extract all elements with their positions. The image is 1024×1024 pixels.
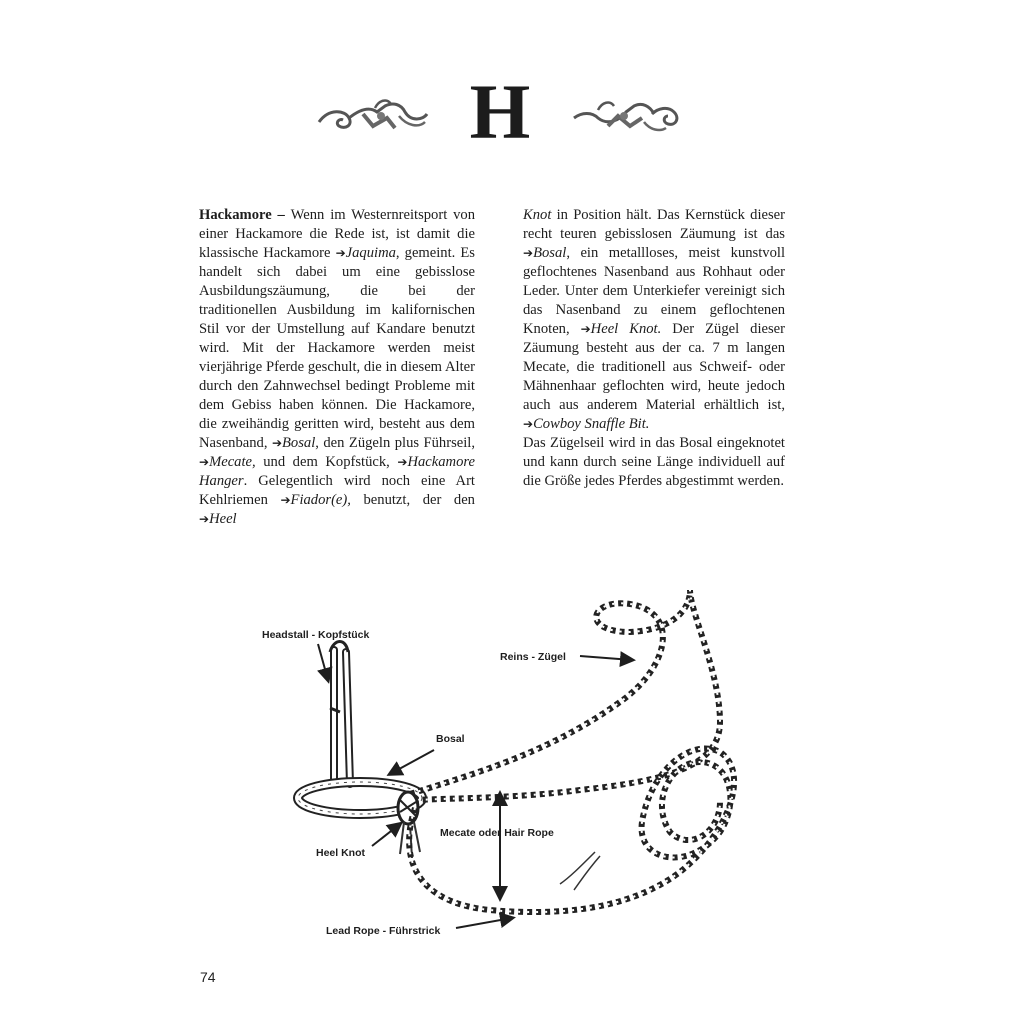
chapter-letter: H [469,68,531,155]
lead-rope-label: Lead Rope - Führstrick [326,925,441,937]
right-paragraph-1 [523,206,785,434]
left-column-text [199,207,475,527]
text-run: in Position hält. Das Kernstück dieser recht teuren gebisslosen Zäumung ist das [523,207,785,242]
cross-reference-term: Bosal [282,435,316,451]
entry-term: Hackamore [199,207,272,223]
right-paragraph-2: Das Zügelseil wird in das Bosal eingeknotet und kann durch seine Länge individuell auf die Größe jedes Pferdes abgestimmt werden. [523,435,785,489]
cross-reference-term: Bosal [533,245,567,261]
text-run: , gemeint. Es handelt sich dabei um eine gebisslose Ausbildungszäumung, die bei der traditionellen Ausbildung im kalifornischen Stil vor der Umstellung auf Kandare benutzt wird. Mit der Hackamore werden meist vierjährige Pferde geschult, die in diesem Alter durch den Zahnwechsel bedingt Probleme mit dem Gebiss haben können. Die Hackamore, die zweihändig geritten wird, besteht aus dem Nasenband, [199,245,475,451]
cross-reference-term: Heel [209,511,237,527]
text-run: Wenn im Westernreitsport von einer Hackamore die Rede ist, ist damit die klassische Hackamore [199,207,475,261]
cross-reference-arrow-icon: ➔ [335,246,346,260]
cross-reference-term: Jaquima [345,245,396,261]
bosal-label: Bosal [436,733,465,745]
cross-reference-term: Knot [523,207,552,223]
text-run: Der Zügel dieser Zäumung besteht aus der ca. 7 m langen Mecate, die traditionell aus Schweif- oder Mähnenhaar geflochten wird, heute jedoch auch aus anderem Material erhältlich ist, [523,321,785,413]
text-run: . Gelegentlich wird noch eine Art Kehlriemen [199,473,475,508]
cross-reference-arrow-icon: ➔ [280,493,291,507]
cross-reference-arrow-icon: ➔ [199,455,210,469]
cross-reference-term: Heel Knot. [590,321,662,337]
cross-reference-arrow-icon: ➔ [397,455,408,469]
reins-label: Reins - Zügel [500,651,566,663]
right-ornament-icon [568,92,686,138]
entry-hackamore [199,206,475,529]
right-paragraph-1-text [523,207,785,432]
text-run: , den Zügeln plus Führseil, [315,435,475,451]
text-run: und dem Kopfstück, [255,454,398,470]
cross-reference-term: Mecate, [209,454,256,470]
chapter-letter-header [300,60,700,170]
mecate-label: Mecate oder Hair Rope [440,827,554,839]
hackamore-diagram [250,572,810,952]
cross-reference-arrow-icon: ➔ [523,246,534,260]
right-text-column [523,206,785,491]
text-run: benutzt, der den [350,492,475,508]
text-run: , ein metallloses, meist kunstvoll geflochtenes Nasenband aus Rohhaut oder Leder. Unter dem Unterkiefer vereinigt sich das Nasenband zu einem geflochtenen Knoten, [523,245,785,337]
headstall-label: Headstall - Kopfstück [262,629,370,641]
left-ornament-icon [315,92,433,138]
headstall-drawing [330,642,350,785]
cross-reference-arrow-icon: ➔ [199,512,210,526]
heel-knot-label: Heel Knot [316,847,366,859]
cross-reference-term: Fiador(e), [290,492,351,508]
entry-dash: – [271,207,291,223]
page-number: 74 [200,969,216,985]
left-text-column [199,206,475,529]
reins-rope [410,590,720,800]
cross-reference-arrow-icon: ➔ [523,417,534,431]
cross-reference-term: Hackamore Hanger [199,454,475,489]
cross-reference-arrow-icon: ➔ [271,436,283,450]
cross-reference-term: Cowboy Snaffle Bit. [533,416,650,432]
cross-reference-arrow-icon: ➔ [580,322,591,336]
